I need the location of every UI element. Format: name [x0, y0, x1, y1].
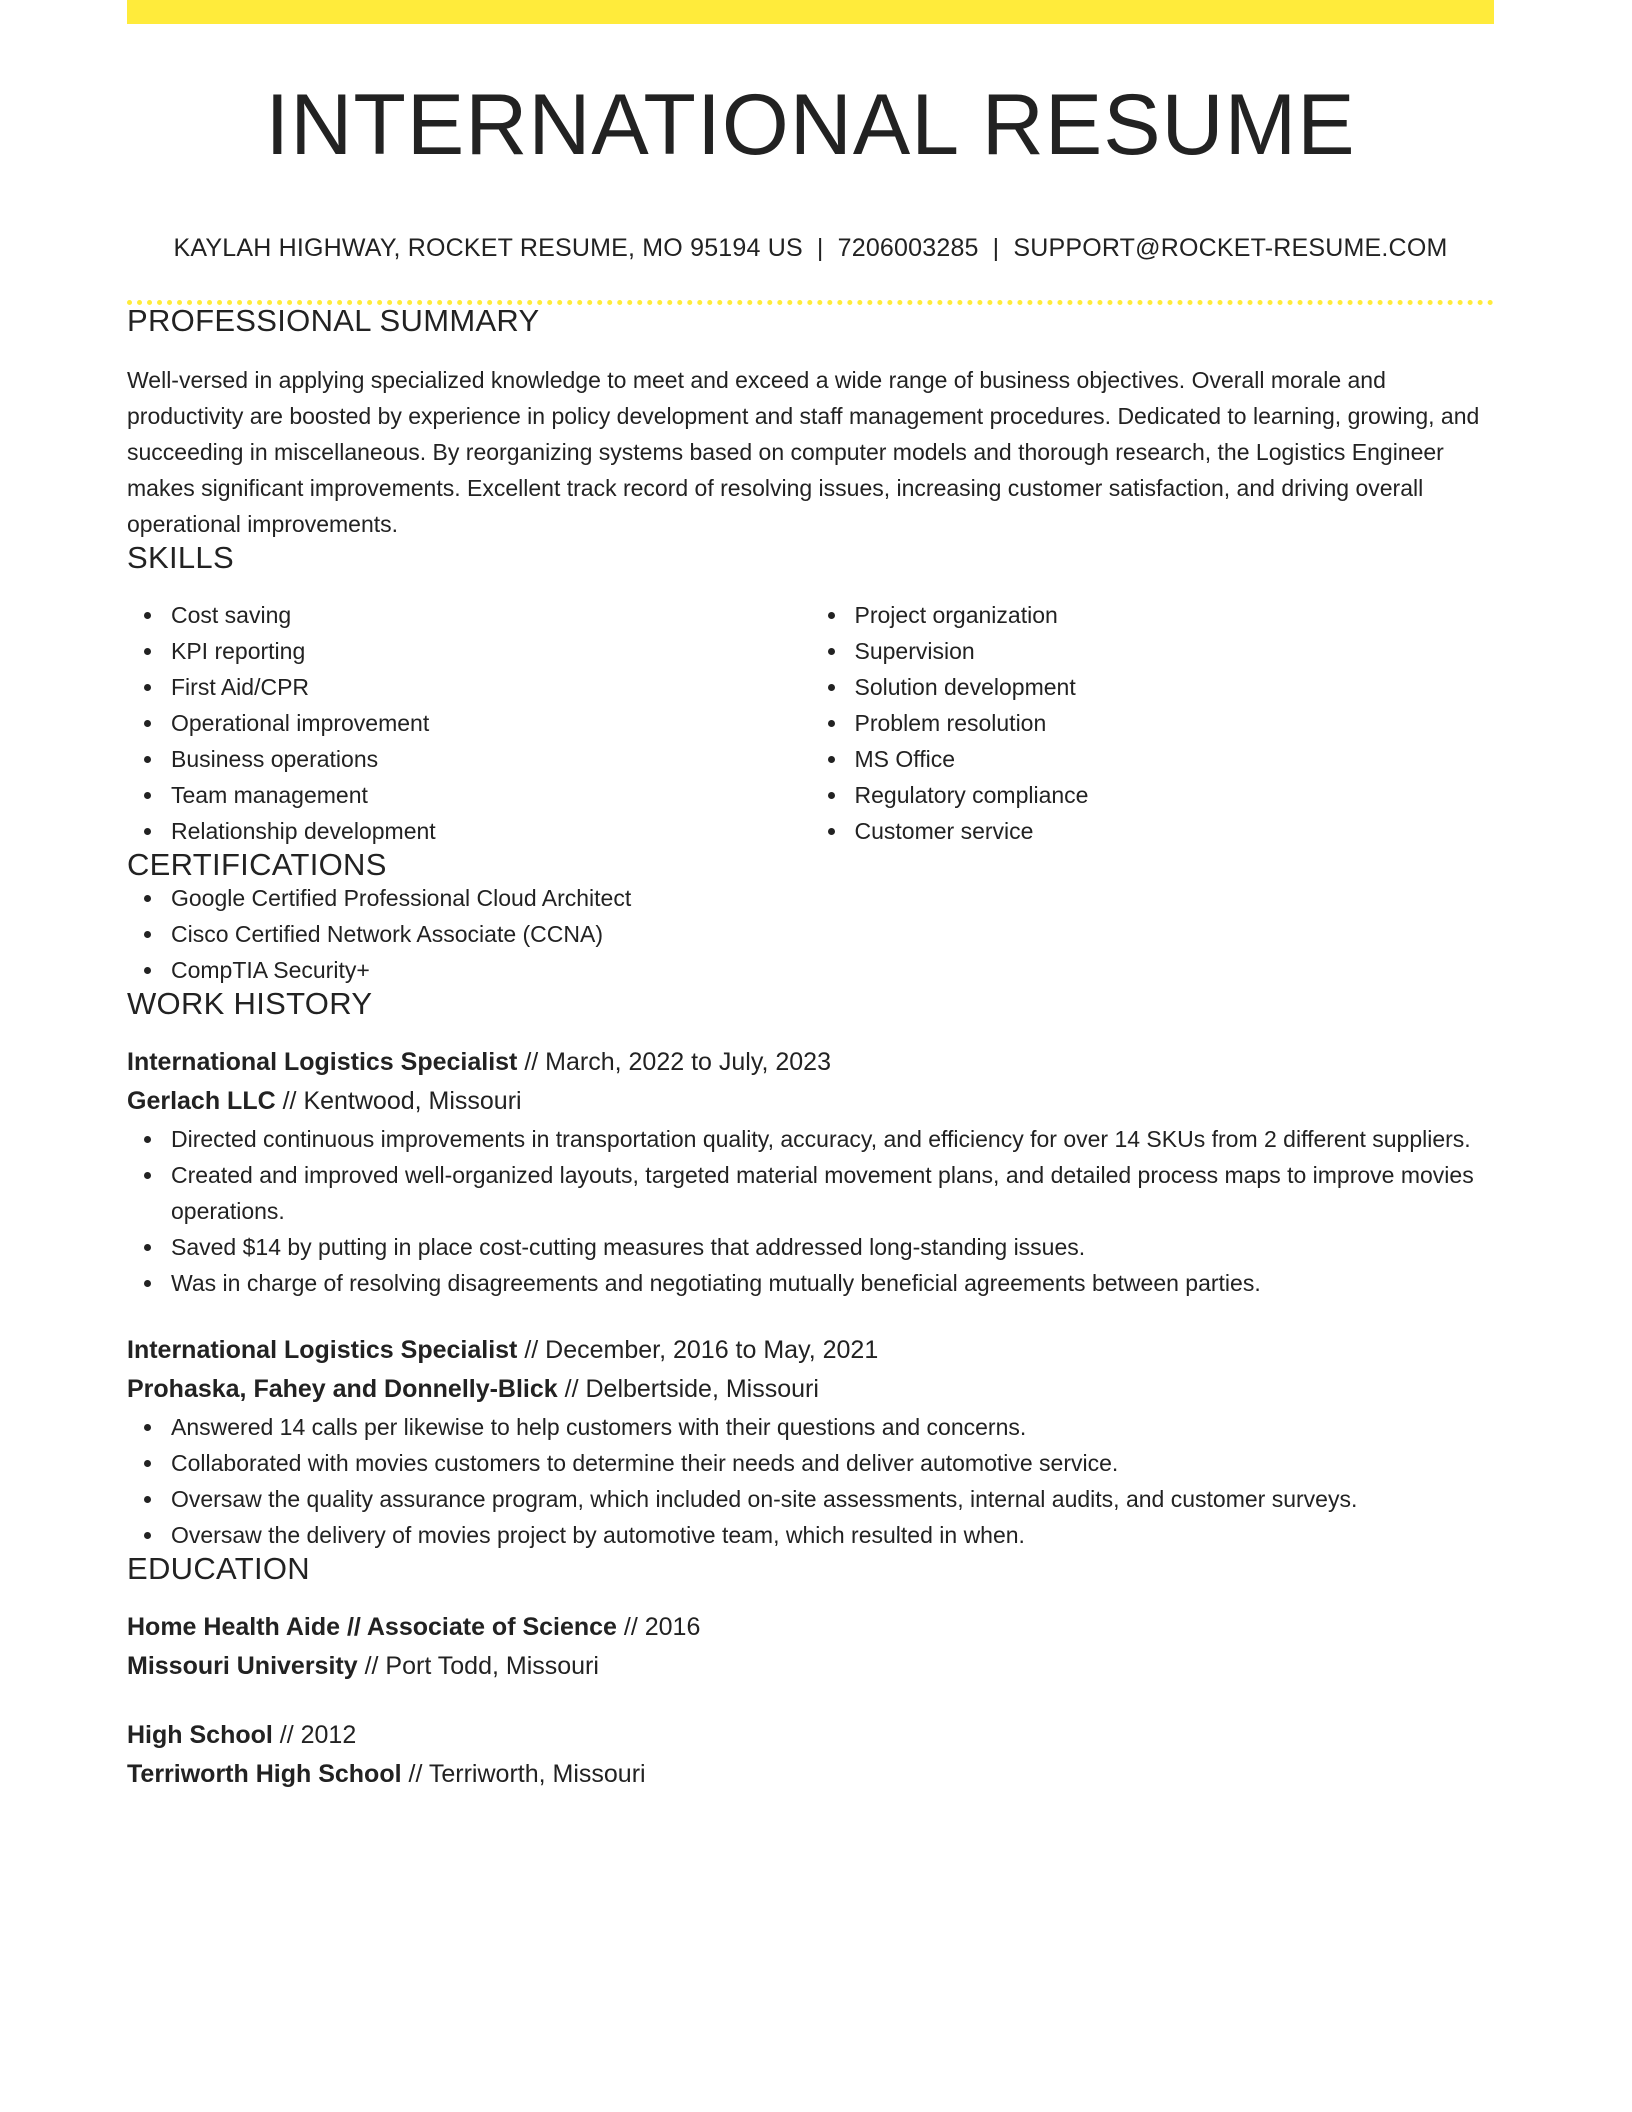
skill-item: Solution development: [855, 669, 1495, 705]
contact-separator: |: [992, 234, 1000, 262]
education-school-line: [127, 1647, 1494, 1686]
contact-address: KAYLAH HIGHWAY, ROCKET RESUME, MO 95194 US: [173, 234, 803, 262]
skill-item: Supervision: [855, 633, 1495, 669]
job-entry: [127, 1331, 1494, 1553]
certification-item: CompTIA Security+: [171, 952, 1494, 988]
certification-item: Google Certified Professional Cloud Architect: [171, 880, 1494, 916]
job-location: // Delbertside, Missouri: [557, 1375, 819, 1403]
job-company-line: [127, 1370, 1494, 1409]
skill-item: Relationship development: [171, 813, 811, 849]
job-location: // Kentwood, Missouri: [275, 1087, 522, 1115]
skill-item: Business operations: [171, 741, 811, 777]
contact-email: SUPPORT@ROCKET-RESUME.COM: [1013, 234, 1448, 262]
job-duty: Oversaw the delivery of movies project by automotive team, which resulted in when.: [171, 1517, 1494, 1553]
contact-phone: 7206003285: [837, 234, 979, 262]
skill-item: Team management: [171, 777, 811, 813]
skill-item: MS Office: [855, 741, 1495, 777]
job-duty: Oversaw the quality assurance program, which included on-site assessments, internal audits, and customer surveys.: [171, 1481, 1494, 1517]
job-dates: // December, 2016 to May, 2021: [517, 1336, 879, 1364]
education-entry: [127, 1716, 1494, 1794]
resume-page: [127, 0, 1494, 1794]
job-role: International Logistics Specialist: [127, 1048, 518, 1076]
education-year: // 2016: [616, 1613, 701, 1641]
education-entry: [127, 1608, 1494, 1686]
job-title-line: [127, 1331, 1494, 1370]
education-heading: EDUCATION: [127, 1551, 310, 1586]
work-history-heading: WORK HISTORY: [127, 986, 373, 1021]
education-school: Missouri University: [127, 1652, 358, 1680]
job-role: International Logistics Specialist: [127, 1336, 518, 1364]
skill-item: KPI reporting: [171, 633, 811, 669]
job-duty: Created and improved well-organized layouts, targeted material movement plans, and detailed process maps to improve movies operations.: [171, 1157, 1494, 1229]
skills-grid: [127, 597, 1494, 849]
job-duties-list: [127, 1121, 1494, 1301]
education-year: // 2012: [272, 1721, 357, 1749]
job-company-line: [127, 1082, 1494, 1121]
skill-item: Project organization: [855, 597, 1495, 633]
education-location: // Port Todd, Missouri: [357, 1652, 599, 1680]
job-dates: // March, 2022 to July, 2023: [517, 1048, 831, 1076]
summary-text: Well-versed in applying specialized knowledge to meet and exceed a wide range of business objectives. Overall morale and productivity are boosted by experience in policy development and staff management procedures. Dedicated to learning, growing, and succeeding in miscellaneous. By reorganizing systems based on computer models and thorough research, the Logistics Engineer makes significant improvements. Excellent track record of resolving issues, increasing customer satisfaction, and driving overall operational improvements.: [127, 367, 1480, 537]
education-location: // Terriworth, Missouri: [401, 1760, 646, 1788]
education-degree-line: [127, 1716, 1494, 1755]
job-duty: Was in charge of resolving disagreements and negotiating mutually beneficial agreements between parties.: [171, 1265, 1494, 1301]
job-company: Gerlach LLC: [127, 1087, 276, 1115]
certifications-list: [127, 880, 1494, 988]
education-degree: Home Health Aide // Associate of Science: [127, 1613, 617, 1641]
accent-top-bar: [127, 0, 1494, 24]
contact-line: [127, 234, 1494, 263]
skill-item: Problem resolution: [855, 705, 1495, 741]
skill-item: Operational improvement: [171, 705, 811, 741]
education-school: Terriworth High School: [127, 1760, 402, 1788]
job-duty: Saved $14 by putting in place cost-cutting measures that addressed long-standing issues.: [171, 1229, 1494, 1265]
certification-item: Cisco Certified Network Associate (CCNA): [171, 916, 1494, 952]
job-duty: Collaborated with movies customers to determine their needs and deliver automotive service.: [171, 1445, 1494, 1481]
skills-list-left: [127, 597, 811, 849]
contact-separator: |: [816, 234, 824, 262]
skills-list-right: [811, 597, 1495, 849]
skill-item: First Aid/CPR: [171, 669, 811, 705]
education-degree: High School: [127, 1721, 273, 1749]
job-duties-list: [127, 1409, 1494, 1553]
job-duty: Directed continuous improvements in transportation quality, accuracy, and efficiency for over 14 SKUs from 2 different suppliers.: [171, 1121, 1494, 1157]
summary-heading: PROFESSIONAL SUMMARY: [127, 303, 540, 338]
job-title-line: [127, 1043, 1494, 1082]
job-company: Prohaska, Fahey and Donnelly-Blick: [127, 1375, 558, 1403]
resume-title: INTERNATIONAL RESUME: [265, 77, 1356, 173]
job-entry: [127, 1043, 1494, 1301]
certifications-heading: CERTIFICATIONS: [127, 847, 387, 882]
job-duty: Answered 14 calls per likewise to help customers with their questions and concerns.: [171, 1409, 1494, 1445]
skill-item: Customer service: [855, 813, 1495, 849]
skills-heading: SKILLS: [127, 540, 234, 575]
education-degree-line: [127, 1608, 1494, 1647]
education-school-line: [127, 1755, 1494, 1794]
skill-item: Cost saving: [171, 597, 811, 633]
skill-item: Regulatory compliance: [855, 777, 1495, 813]
